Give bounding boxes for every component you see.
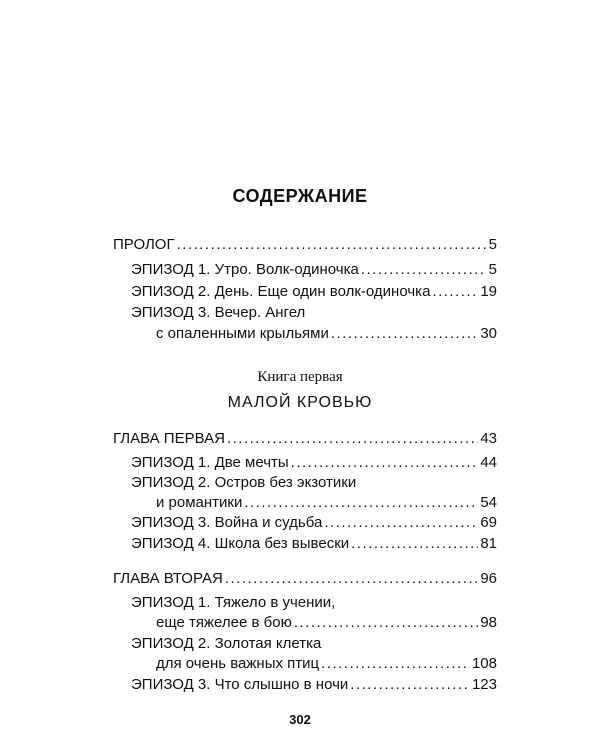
leader-dots — [350, 676, 470, 693]
leader-dots — [321, 655, 470, 672]
leader-dots — [294, 614, 478, 631]
book-label: Книга первая — [257, 369, 343, 385]
entry-page: 108 — [471, 655, 497, 672]
leader-dots — [225, 570, 479, 587]
entry-title-line1: ЭПИЗОД 2. Золотая клетка — [131, 635, 322, 652]
toc-entry-prologue — [113, 236, 497, 253]
entry-page: 30 — [480, 325, 497, 342]
book-title: МАЛОЙ КРОВЬЮ — [227, 394, 373, 411]
entry-page: 54 — [480, 494, 497, 511]
entry-title-line2: с опаленными крыльями — [156, 325, 329, 342]
toc-entry-episode — [156, 614, 497, 631]
entry-title-line2: еще тяжелее в бою — [156, 614, 292, 631]
toc-entry-episode — [156, 494, 497, 511]
toc-entry-episode — [131, 514, 497, 531]
entry-page: 5 — [488, 261, 497, 278]
toc-entry-chapter — [113, 430, 497, 447]
toc-entry-episode — [131, 261, 497, 278]
leader-dots — [432, 283, 478, 300]
entry-title: ЭПИЗОД 4. Школа без вывески — [131, 535, 350, 552]
toc-entry-chapter — [113, 570, 497, 587]
toc-entry-episode — [156, 655, 497, 672]
entry-title-line1: ЭПИЗОД 1. Тяжело в учении, — [131, 594, 336, 611]
entry-page: 69 — [480, 514, 497, 531]
toc-entry-episode — [131, 535, 497, 552]
toc-entry-episode — [131, 283, 497, 300]
toc-entry-episode — [131, 676, 497, 693]
entry-title: ЭПИЗОД 2. День. Еще один волк-одиночка — [131, 283, 431, 300]
toc-title: СОДЕРЖАНИЕ — [232, 186, 368, 206]
entry-page: 123 — [471, 676, 497, 693]
entry-title: ЭПИЗОД 3. Что слышно в ночи — [131, 676, 349, 693]
entry-page: 96 — [480, 570, 497, 587]
toc-entry-episode — [156, 325, 497, 342]
entry-title: ПРОЛОГ — [113, 236, 175, 253]
entry-title-line2: и романтики — [156, 494, 243, 511]
entry-title: ЭПИЗОД 1. Две мечты — [131, 454, 289, 471]
leader-dots — [361, 261, 487, 278]
entry-title: ГЛАВА ВТОРАЯ — [113, 570, 223, 587]
leader-dots — [331, 325, 478, 342]
leader-dots — [324, 514, 478, 531]
entry-page: 44 — [480, 454, 497, 471]
entry-page: 43 — [480, 430, 497, 447]
leader-dots — [227, 430, 478, 447]
entry-page: 98 — [480, 614, 497, 631]
entry-title: ЭПИЗОД 1. Утро. Волк-одиночка — [131, 261, 359, 278]
entry-page: 81 — [480, 535, 497, 552]
entry-page: 5 — [488, 236, 497, 253]
entry-title-line1: ЭПИЗОД 2. Остров без экзотики — [131, 474, 357, 491]
entry-title-line1: ЭПИЗОД 3. Вечер. Ангел — [131, 304, 306, 321]
leader-dots — [244, 494, 478, 511]
entry-title: ГЛАВА ПЕРВАЯ — [113, 430, 225, 447]
leader-dots — [177, 236, 487, 253]
leader-dots — [291, 454, 479, 471]
entry-title: ЭПИЗОД 3. Война и судьба — [131, 514, 323, 531]
entry-title-line2: для очень важных птиц — [156, 655, 320, 672]
entry-page: 19 — [480, 283, 497, 300]
toc-entry-episode — [131, 454, 497, 471]
page-number: 302 — [289, 712, 311, 727]
leader-dots — [351, 535, 478, 552]
